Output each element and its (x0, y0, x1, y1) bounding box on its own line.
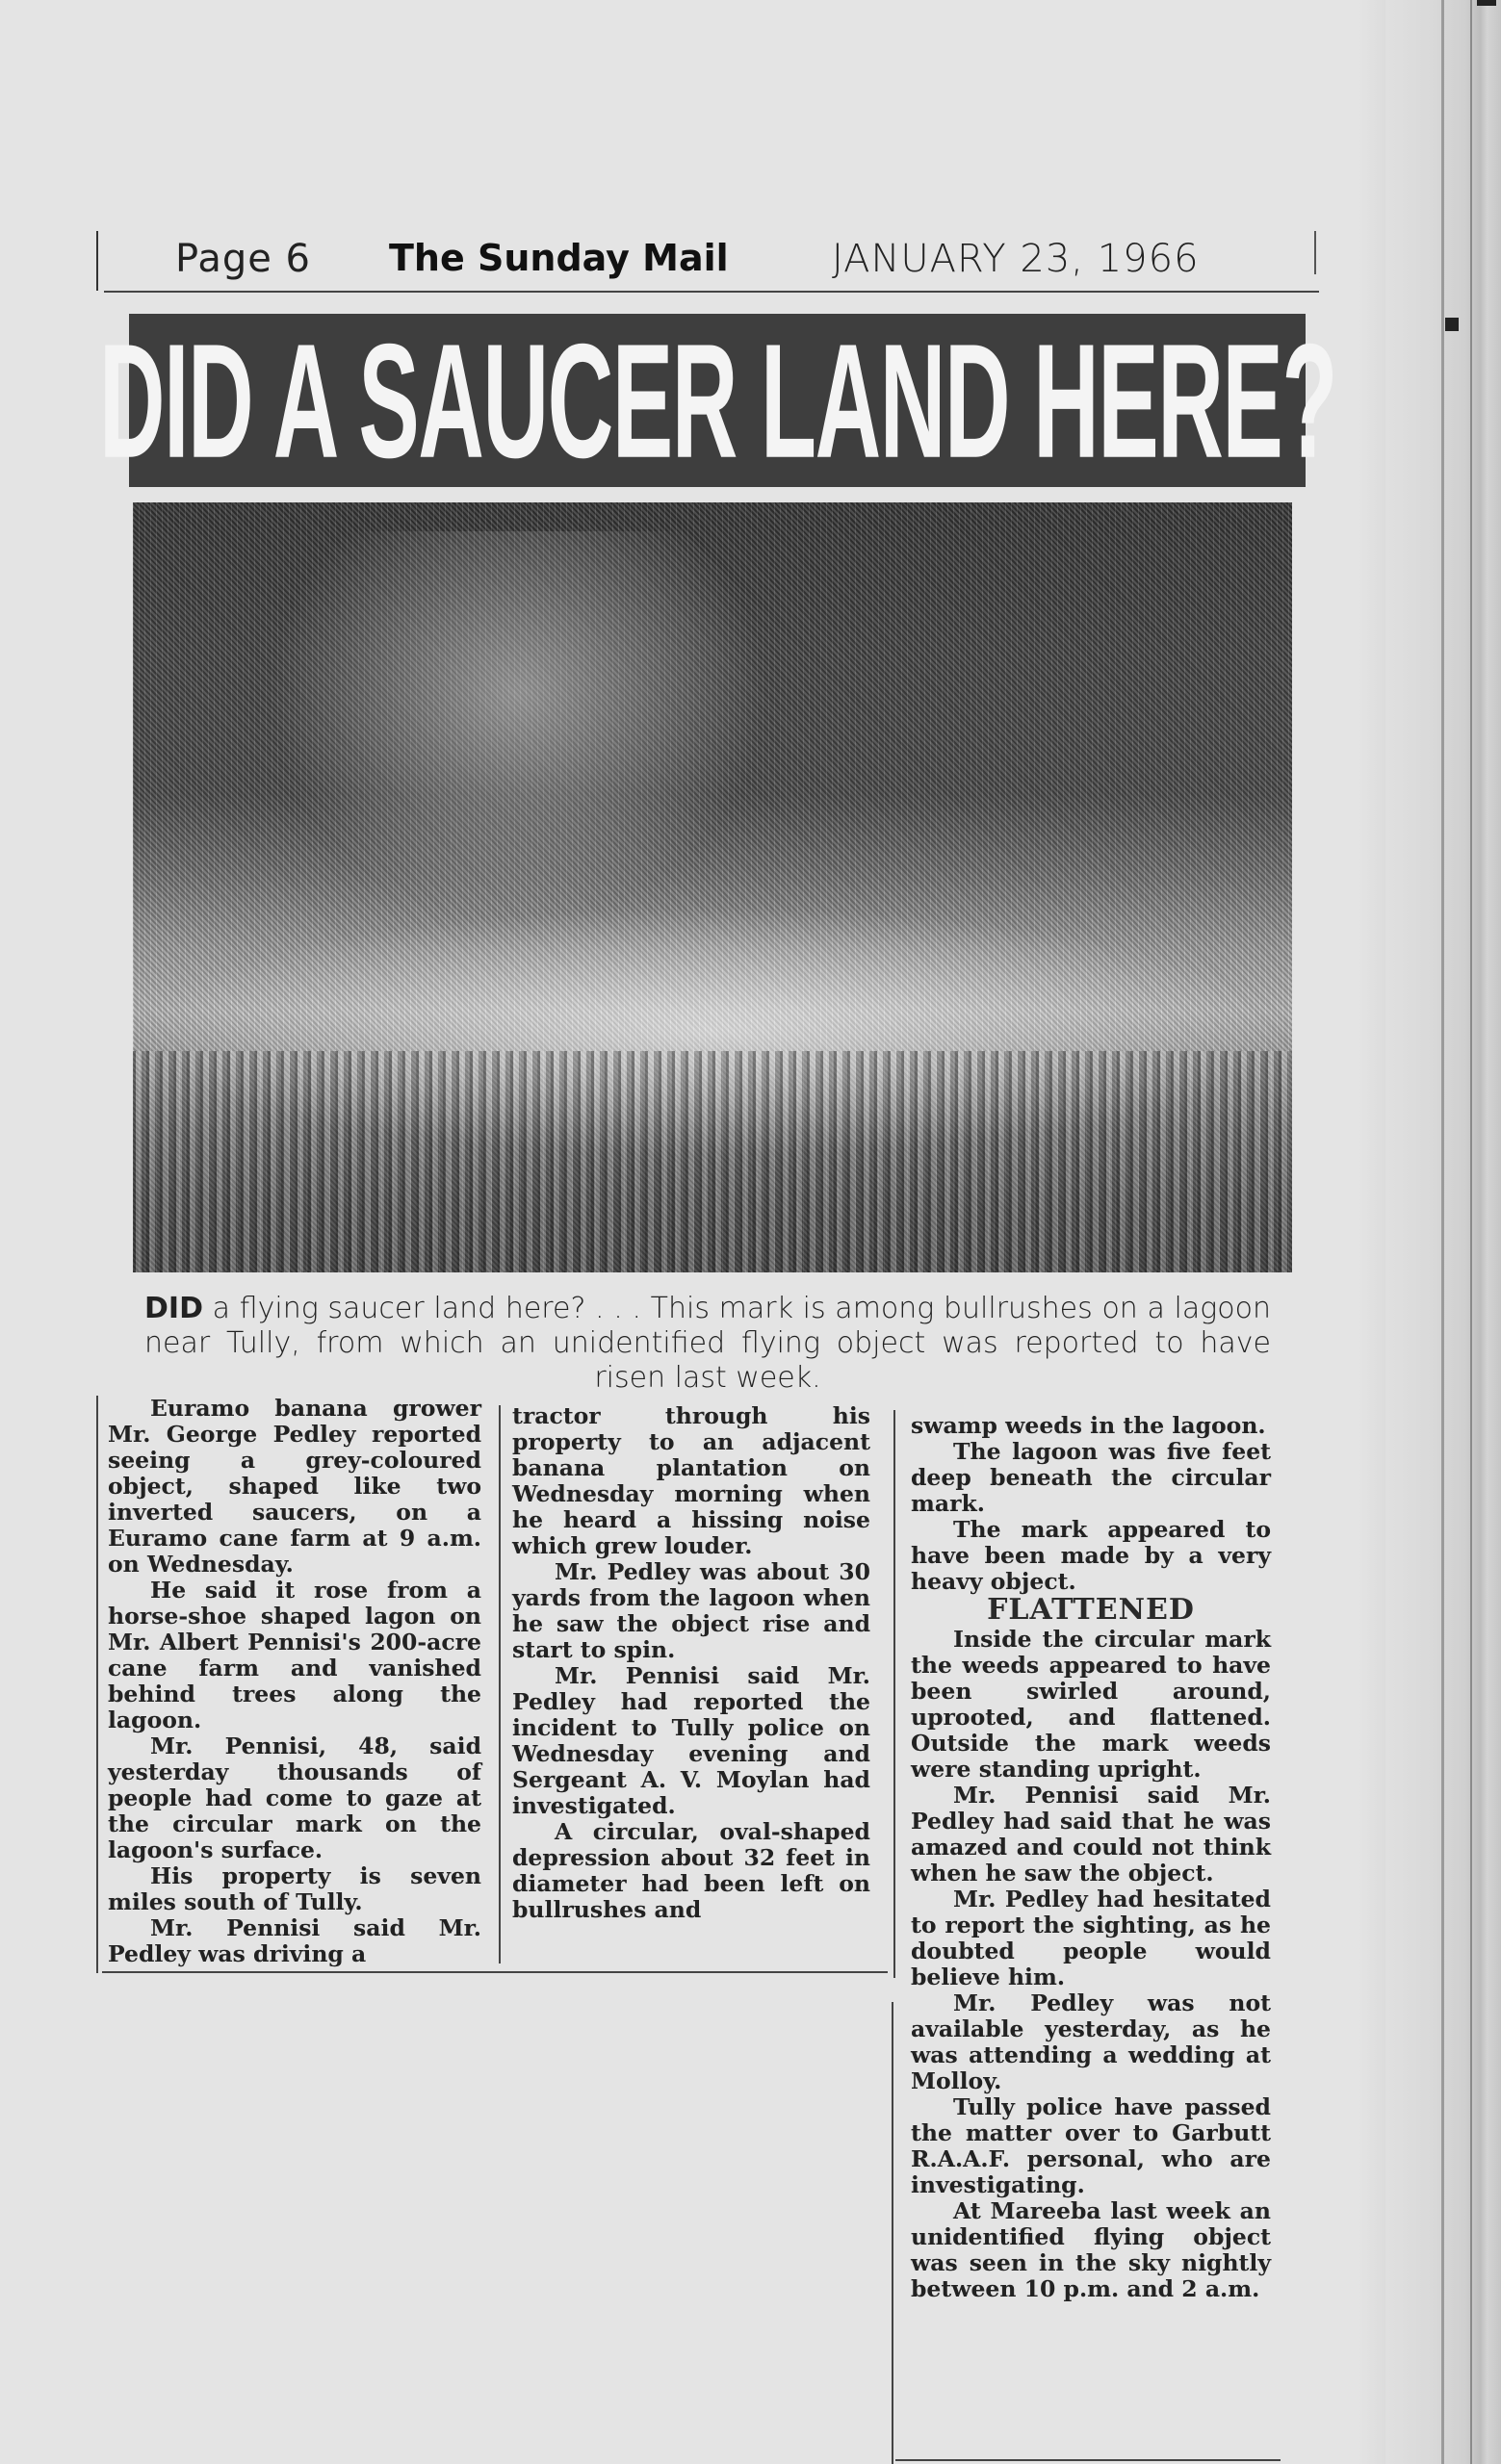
column-bottom-rule (102, 1971, 888, 1973)
paragraph: Mr. Pennisi said Mr. Pedley was driving a (108, 1914, 481, 1967)
binding-mark (1477, 0, 1496, 6)
paragraph: Mr. Pennisi said Mr. Pedley had reported the incident to Tully police on Wednesday evening and Sergeant A. V. Moylan had investigated. (512, 1662, 870, 1819)
subheading: FLATTENED (987, 1593, 1195, 1627)
article-column-1 (108, 1396, 481, 1967)
photo-trees (248, 531, 788, 936)
paragraph: Euramo banana grower Mr. George Pedley reported seeing a grey-coloured object, shaped like two inverted saucers, on a Euramo cane farm at 9 a.m. on Wednesday. (108, 1395, 481, 1578)
paragraph: Mr. Pedley had hesitated to report the sighting, as he doubted people would believe him. (911, 1886, 1271, 1990)
paragraph: swamp weeds in the lagoon. (911, 1412, 1266, 1439)
page-shadow (1358, 0, 1386, 2464)
article-column-3 (911, 1413, 1271, 2302)
paragraph: Inside the circular mark the weeds appeared to have been swirled around, uprooted, and flattened. Outside the mark weeds were standing upright. (911, 1626, 1271, 1783)
paragraph: Mr. Pedley was about 30 yards from the lagoon when he saw the object rise and start to spin. (512, 1558, 870, 1663)
lagoon-photo (133, 502, 1292, 1272)
paragraph: A circular, oval-shaped depression about 32 feet in diameter had been left on bullrushes and (512, 1818, 870, 1923)
caption-lead: DID (144, 1292, 203, 1325)
column-bottom-rule (895, 2459, 1281, 2461)
paragraph: Mr. Pennisi said Mr. Pedley had said that he was amazed and could not think when he saw the object. (911, 1782, 1271, 1886)
paragraph: At Mareeba last week an unidentified flying object was seen in the sky nightly between 10 p.m. and 2 a.m. (911, 2197, 1271, 2302)
column-rule (892, 2002, 893, 2464)
newspaper-name: The Sunday Mail (389, 237, 729, 279)
column-rule (893, 1410, 895, 1978)
headline-text: DID A SAUCER LAND HERE? (98, 309, 1336, 492)
paragraph: Mr. Pedley was not available yesterday, as he was attending a wedding at Molloy. (911, 1989, 1271, 2094)
paragraph: The lagoon was five feet deep beneath the circular mark. (911, 1438, 1271, 1517)
binding-line (1470, 0, 1472, 2464)
headline-banner (98, 309, 1336, 492)
binding-line (1441, 0, 1444, 2464)
paragraph: Tully police have passed the matter over to Garbutt R.A.A.F. personal, who are investigating. (911, 2093, 1271, 2198)
column-rule-left (96, 1396, 98, 1973)
issue-date: JANUARY 23, 1966 (832, 237, 1200, 281)
masthead (96, 231, 1321, 291)
masthead-right-rule (1314, 231, 1316, 274)
paragraph: The mark appeared to have been made by a very heavy object. (911, 1516, 1271, 1595)
page-number: Page 6 (175, 237, 311, 281)
photo-caption (144, 1292, 1271, 1396)
article-column-2 (512, 1403, 870, 1923)
binding-mark (1445, 318, 1459, 331)
paragraph: Mr. Pennisi, 48, said yesterday thousands of people had come to gaze at the circular mark on the lagoon's surface. (108, 1732, 481, 1863)
masthead-rule (104, 291, 1319, 293)
paragraph: tractor through his property to an adjacent banana plantation on Wednesday morning when he heard a hissing noise which grew louder. (512, 1402, 870, 1559)
photo-bullrushes (133, 1051, 1292, 1272)
column-rule (499, 1405, 501, 1964)
paragraph: His property is seven miles south of Tully. (108, 1862, 481, 1915)
paragraph: He said it rose from a horse-shoe shaped lagon on Mr. Albert Pennisi's 200-acre cane farm and vanished behind trees along the lagoon. (108, 1577, 481, 1733)
newspaper-clipping (96, 231, 1336, 2464)
caption-text: a flying saucer land here? . . . This mark is among bullrushes on a lagoon near Tully, from which an unidentified flying object was reported to have risen last week. (144, 1292, 1271, 1395)
scrapbook-binding-edge (1385, 0, 1501, 2464)
